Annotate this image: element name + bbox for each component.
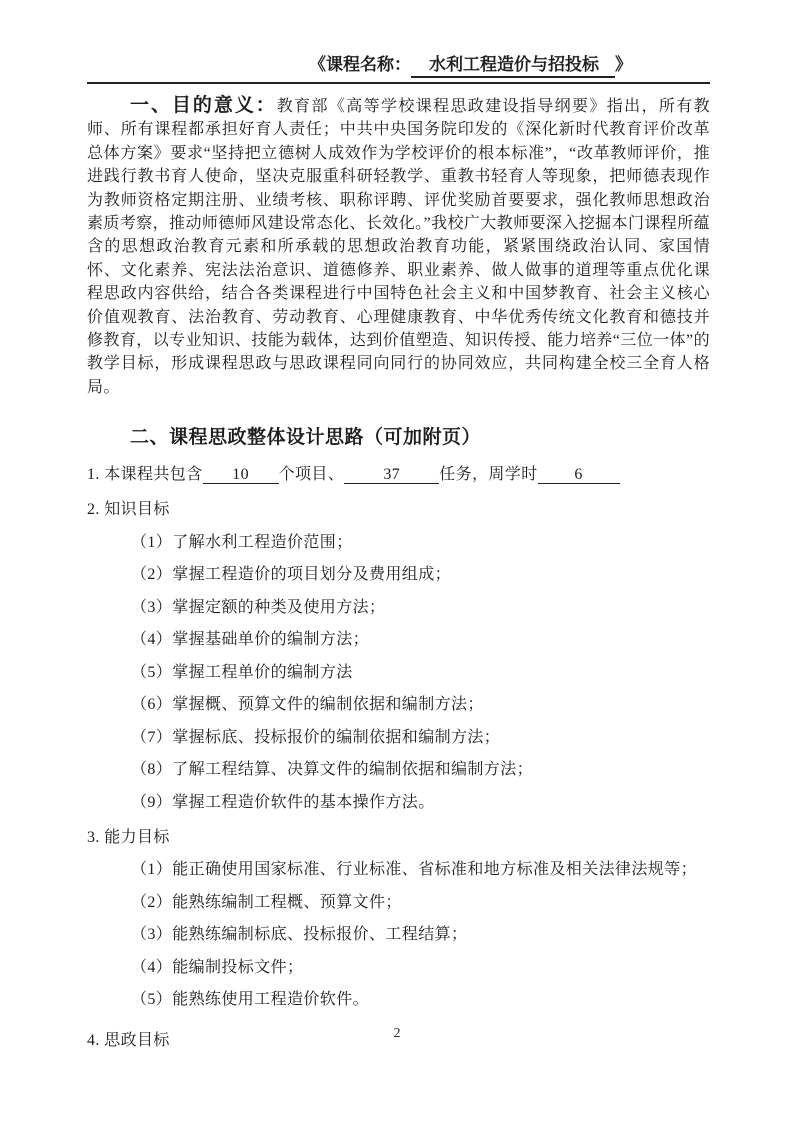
course-name-blank: 水利工程造价与招投标	[411, 54, 615, 78]
list-item: （1）能正确使用国家标准、行业标准、省标准和地方标准及相关法律法规等；	[131, 861, 698, 879]
list-item: （6）掌握概、预算文件的编制依据和编制方法；	[131, 696, 484, 714]
course-title-prefix: 《课程名称：	[309, 55, 411, 74]
ability-goals-heading: 3. 能力目标	[87, 828, 170, 846]
document-header	[87, 54, 710, 84]
purpose-heading: 一、目的意义：	[130, 95, 277, 116]
course-summary-line	[87, 464, 710, 485]
summary-text-2: 个项目、	[278, 466, 345, 484]
weekly-hours-blank: 6	[538, 466, 620, 484]
list-item: （5）掌握工程单价的编制方法	[131, 663, 353, 681]
list-item: （2）能熟练编制工程概、预算文件；	[131, 893, 402, 911]
ability-goals-list	[87, 859, 710, 1010]
projects-count-blank: 10	[203, 466, 279, 484]
list-item: （8）了解工程结算、决算文件的编制依据和编制方法；	[131, 761, 534, 779]
page-number: 2	[393, 1026, 401, 1041]
list-item: （3）掌握定额的种类及使用方法；	[131, 598, 386, 616]
course-title-suffix: 》	[615, 55, 632, 74]
list-item: （9）掌握工程造价软件的基本操作方法。	[131, 793, 435, 811]
list-item: （5）能熟练使用工程造价软件。	[131, 991, 370, 1009]
list-item: （4）掌握基础单价的编制方法；	[131, 631, 370, 649]
list-item: （4）能编制投标文件；	[131, 958, 304, 976]
knowledge-goals-list	[87, 532, 710, 813]
design-section-heading: 二、课程思政整体设计思路（可加附页）	[130, 427, 482, 449]
summary-text-1: 1. 本课程共包含	[87, 466, 203, 484]
course-title	[309, 54, 710, 78]
knowledge-goals-heading: 2. 知识目标	[87, 501, 170, 519]
purpose-section	[87, 94, 710, 399]
list-item: （1）了解水利工程造价范围；	[131, 533, 353, 551]
ideology-goals-heading: 4. 思政目标	[87, 1032, 170, 1050]
purpose-body: 教育部《高等学校课程思政建设指导纲要》指出，所有教师、所有课程都承担好育人责任；中共中央国务院印发的《深化新时代教育评价改革总体方案》要求“坚持把立德树人成效作为学校评价的根本标准”，“改革教师评价，推进践行教书育人使命，坚决克服重科研轻教学、重教书轻育人等现象，把师德表现作为教师资格定期注册、业绩考核、职称评聘、评优奖励首要要求，强化教师思想政治素质考察，推动师德师风建设常态化、长效化。”我校广大教师要深入挖掘本门课程所蕴含的思想政治教育元素和所承载的思想政治教育功能，紧紧围绕政治认同、家国情怀、文化素养、宪法法治意识、道德修养、职业素养、做人做事的道理等重点优化课程思政内容供给，结合各类课程进行中国特色社会主义和中国梦教育、社会主义核心价值观教育、法治教育、劳动教育、心理健康教育、中华优秀传统文化教育和德技并修教育，以专业知识、技能为载体，达到价值塑造、知识传授、能力培养“三位一体”的教学目标，形成课程思政与思政课程同向同行的协同效应，共同构建全校三全育人格局。	[87, 98, 710, 396]
list-item: （3）能熟练编制标底、投标报价、工程结算；	[131, 926, 468, 944]
summary-text-3: 任务，周学时	[439, 466, 538, 484]
tasks-count-blank: 37	[344, 466, 439, 484]
list-item: （2）掌握工程造价的项目划分及费用组成；	[131, 566, 452, 584]
list-item: （7）掌握标底、投标报价的编制依据和编制方法；	[131, 728, 501, 746]
